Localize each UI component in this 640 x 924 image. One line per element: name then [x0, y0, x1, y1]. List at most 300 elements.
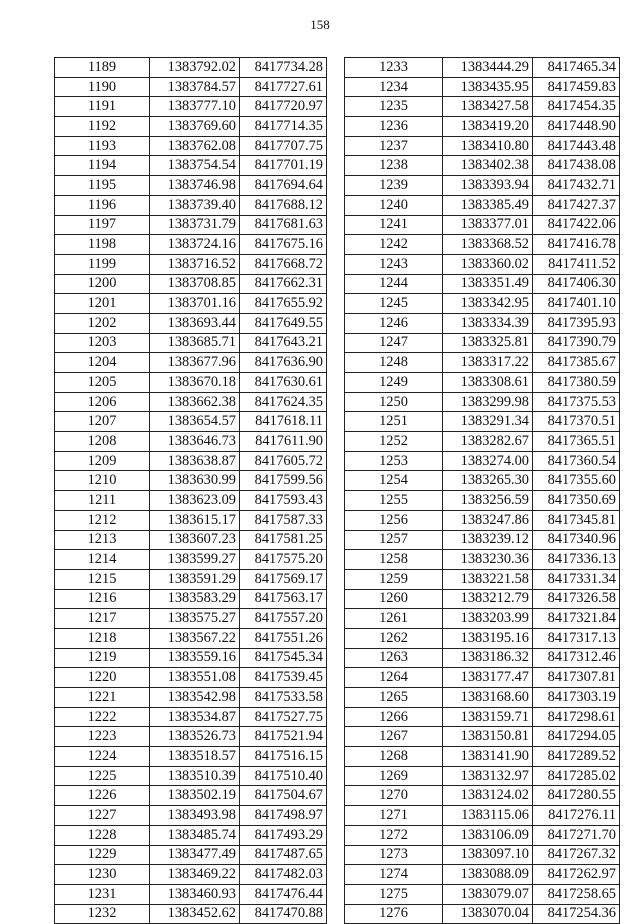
point-number-cell: 1271 [345, 806, 443, 826]
point-number-cell: 1190 [55, 77, 150, 97]
x-coordinate-cell: 1383724.16 [150, 235, 240, 255]
table-row [55, 58, 327, 78]
x-coordinate-cell: 1383460.93 [150, 884, 240, 904]
coordinate-table-left [54, 57, 327, 924]
table-row [345, 77, 620, 97]
y-coordinate-cell: 8417258.65 [533, 884, 620, 904]
y-coordinate-cell: 8417636.90 [240, 353, 327, 373]
y-coordinate-cell: 8417498.97 [240, 806, 327, 826]
x-coordinate-cell: 1383402.38 [443, 156, 533, 176]
point-number-cell: 1221 [55, 688, 150, 708]
point-number-cell: 1242 [345, 235, 443, 255]
table-row [345, 884, 620, 904]
point-number-cell: 1191 [55, 97, 150, 117]
point-number-cell: 1189 [55, 58, 150, 78]
x-coordinate-cell: 1383351.49 [443, 274, 533, 294]
x-coordinate-cell: 1383203.99 [443, 609, 533, 629]
x-coordinate-cell: 1383599.27 [150, 550, 240, 570]
table-row [55, 373, 327, 393]
point-number-cell: 1263 [345, 648, 443, 668]
x-coordinate-cell: 1383638.87 [150, 451, 240, 471]
y-coordinate-cell: 8417465.34 [533, 58, 620, 78]
point-number-cell: 1231 [55, 884, 150, 904]
y-coordinate-cell: 8417688.12 [240, 195, 327, 215]
table-row [345, 235, 620, 255]
x-coordinate-cell: 1383754.54 [150, 156, 240, 176]
x-coordinate-cell: 1383239.12 [443, 530, 533, 550]
table-row [345, 589, 620, 609]
y-coordinate-cell: 8417298.61 [533, 707, 620, 727]
x-coordinate-cell: 1383670.18 [150, 373, 240, 393]
table-row [345, 392, 620, 412]
x-coordinate-cell: 1383377.01 [443, 215, 533, 235]
x-coordinate-cell: 1383106.09 [443, 825, 533, 845]
y-coordinate-cell: 8417317.13 [533, 628, 620, 648]
y-coordinate-cell: 8417321.84 [533, 609, 620, 629]
point-number-cell: 1226 [55, 786, 150, 806]
point-number-cell: 1275 [345, 884, 443, 904]
table-row [55, 136, 327, 156]
x-coordinate-cell: 1383792.02 [150, 58, 240, 78]
x-coordinate-cell: 1383784.57 [150, 77, 240, 97]
x-coordinate-cell: 1383325.81 [443, 333, 533, 353]
point-number-cell: 1251 [345, 412, 443, 432]
x-coordinate-cell: 1383274.00 [443, 451, 533, 471]
point-number-cell: 1250 [345, 392, 443, 412]
point-number-cell: 1213 [55, 530, 150, 550]
x-coordinate-cell: 1383485.74 [150, 825, 240, 845]
x-coordinate-cell: 1383646.73 [150, 432, 240, 452]
table-row [55, 313, 327, 333]
point-number-cell: 1228 [55, 825, 150, 845]
x-coordinate-cell: 1383623.09 [150, 491, 240, 511]
x-coordinate-cell: 1383265.30 [443, 471, 533, 491]
point-number-cell: 1249 [345, 373, 443, 393]
table-row [345, 550, 620, 570]
y-coordinate-cell: 8417438.08 [533, 156, 620, 176]
y-coordinate-cell: 8417618.11 [240, 412, 327, 432]
point-number-cell: 1257 [345, 530, 443, 550]
table-row [55, 688, 327, 708]
x-coordinate-cell: 1383150.81 [443, 727, 533, 747]
point-number-cell: 1255 [345, 491, 443, 511]
x-coordinate-cell: 1383693.44 [150, 313, 240, 333]
x-coordinate-cell: 1383186.32 [443, 648, 533, 668]
point-number-cell: 1223 [55, 727, 150, 747]
point-number-cell: 1274 [345, 865, 443, 885]
y-coordinate-cell: 8417380.59 [533, 373, 620, 393]
y-coordinate-cell: 8417720.97 [240, 97, 327, 117]
y-coordinate-cell: 8417714.35 [240, 117, 327, 137]
x-coordinate-cell: 1383427.58 [443, 97, 533, 117]
y-coordinate-cell: 8417599.56 [240, 471, 327, 491]
x-coordinate-cell: 1383291.34 [443, 412, 533, 432]
page-number: 158 [310, 17, 330, 32]
point-number-cell: 1220 [55, 668, 150, 688]
table-row [345, 412, 620, 432]
point-number-cell: 1252 [345, 432, 443, 452]
table-row [55, 274, 327, 294]
y-coordinate-cell: 8417370.51 [533, 412, 620, 432]
point-number-cell: 1244 [345, 274, 443, 294]
y-coordinate-cell: 8417336.13 [533, 550, 620, 570]
point-number-cell: 1219 [55, 648, 150, 668]
y-coordinate-cell: 8417422.06 [533, 215, 620, 235]
table-row [345, 569, 620, 589]
x-coordinate-cell: 1383591.29 [150, 569, 240, 589]
x-coordinate-cell: 1383088.09 [443, 865, 533, 885]
y-coordinate-cell: 8417416.78 [533, 235, 620, 255]
point-number-cell: 1217 [55, 609, 150, 629]
y-coordinate-cell: 8417360.54 [533, 451, 620, 471]
y-coordinate-cell: 8417365.51 [533, 432, 620, 452]
point-number-cell: 1260 [345, 589, 443, 609]
x-coordinate-cell: 1383342.95 [443, 294, 533, 314]
y-coordinate-cell: 8417294.05 [533, 727, 620, 747]
x-coordinate-cell: 1383708.85 [150, 274, 240, 294]
y-coordinate-cell: 8417285.02 [533, 766, 620, 786]
table-row [345, 786, 620, 806]
x-coordinate-cell: 1383221.58 [443, 569, 533, 589]
y-coordinate-cell: 8417605.72 [240, 451, 327, 471]
table-row [55, 254, 327, 274]
point-number-cell: 1272 [345, 825, 443, 845]
table-row [345, 530, 620, 550]
table-row [55, 491, 327, 511]
x-coordinate-cell: 1383559.16 [150, 648, 240, 668]
y-coordinate-cell: 8417312.46 [533, 648, 620, 668]
x-coordinate-cell: 1383746.98 [150, 176, 240, 196]
table-row [345, 136, 620, 156]
table-row [345, 156, 620, 176]
x-coordinate-cell: 1383493.98 [150, 806, 240, 826]
y-coordinate-cell: 8417655.92 [240, 294, 327, 314]
y-coordinate-cell: 8417649.55 [240, 313, 327, 333]
point-number-cell: 1210 [55, 471, 150, 491]
x-coordinate-cell: 1383195.16 [443, 628, 533, 648]
y-coordinate-cell: 8417271.70 [533, 825, 620, 845]
point-number-cell: 1241 [345, 215, 443, 235]
x-coordinate-cell: 1383739.40 [150, 195, 240, 215]
point-number-cell: 1207 [55, 412, 150, 432]
table-row [345, 747, 620, 767]
y-coordinate-cell: 8417390.79 [533, 333, 620, 353]
point-number-cell: 1235 [345, 97, 443, 117]
y-coordinate-cell: 8417587.33 [240, 510, 327, 530]
table-row [345, 294, 620, 314]
point-number-cell: 1212 [55, 510, 150, 530]
table-row [55, 727, 327, 747]
y-coordinate-cell: 8417395.93 [533, 313, 620, 333]
point-number-cell: 1273 [345, 845, 443, 865]
table-row [55, 215, 327, 235]
table-row [345, 432, 620, 452]
x-coordinate-cell: 1383526.73 [150, 727, 240, 747]
x-coordinate-cell: 1383607.23 [150, 530, 240, 550]
y-coordinate-cell: 8417289.52 [533, 747, 620, 767]
x-coordinate-cell: 1383360.02 [443, 254, 533, 274]
y-coordinate-cell: 8417557.20 [240, 609, 327, 629]
x-coordinate-cell: 1383731.79 [150, 215, 240, 235]
point-number-cell: 1232 [55, 904, 150, 924]
y-coordinate-cell: 8417521.94 [240, 727, 327, 747]
y-coordinate-cell: 8417276.11 [533, 806, 620, 826]
x-coordinate-cell: 1383419.20 [443, 117, 533, 137]
table-row [55, 707, 327, 727]
y-coordinate-cell: 8417551.26 [240, 628, 327, 648]
x-coordinate-cell: 1383654.57 [150, 412, 240, 432]
point-number-cell: 1264 [345, 668, 443, 688]
point-number-cell: 1270 [345, 786, 443, 806]
point-number-cell: 1247 [345, 333, 443, 353]
y-coordinate-cell: 8417510.40 [240, 766, 327, 786]
y-coordinate-cell: 8417482.03 [240, 865, 327, 885]
table-row [345, 97, 620, 117]
x-coordinate-cell: 1383159.71 [443, 707, 533, 727]
y-coordinate-cell: 8417331.34 [533, 569, 620, 589]
point-number-cell: 1248 [345, 353, 443, 373]
table-row [55, 510, 327, 530]
table-row [345, 215, 620, 235]
y-coordinate-cell: 8417516.15 [240, 747, 327, 767]
table-row [55, 392, 327, 412]
x-coordinate-cell: 1383477.49 [150, 845, 240, 865]
point-number-cell: 1230 [55, 865, 150, 885]
point-number-cell: 1269 [345, 766, 443, 786]
table-row [345, 491, 620, 511]
point-number-cell: 1202 [55, 313, 150, 333]
point-number-cell: 1266 [345, 707, 443, 727]
y-coordinate-cell: 8417476.44 [240, 884, 327, 904]
y-coordinate-cell: 8417267.32 [533, 845, 620, 865]
y-coordinate-cell: 8417411.52 [533, 254, 620, 274]
table-row [345, 254, 620, 274]
table-row [55, 766, 327, 786]
x-coordinate-cell: 1383410.80 [443, 136, 533, 156]
table-row [345, 904, 620, 924]
x-coordinate-cell: 1383469.22 [150, 865, 240, 885]
table-row [345, 176, 620, 196]
y-coordinate-cell: 8417303.19 [533, 688, 620, 708]
y-coordinate-cell: 8417539.45 [240, 668, 327, 688]
y-coordinate-cell: 8417262.97 [533, 865, 620, 885]
y-coordinate-cell: 8417307.81 [533, 668, 620, 688]
y-coordinate-cell: 8417701.19 [240, 156, 327, 176]
x-coordinate-cell: 1383079.07 [443, 884, 533, 904]
table-row [345, 806, 620, 826]
point-number-cell: 1216 [55, 589, 150, 609]
point-number-cell: 1234 [345, 77, 443, 97]
point-number-cell: 1196 [55, 195, 150, 215]
point-number-cell: 1262 [345, 628, 443, 648]
table-row [345, 688, 620, 708]
x-coordinate-cell: 1383299.98 [443, 392, 533, 412]
table-row [55, 825, 327, 845]
table-row [55, 432, 327, 452]
y-coordinate-cell: 8417707.75 [240, 136, 327, 156]
point-number-cell: 1236 [345, 117, 443, 137]
y-coordinate-cell: 8417694.64 [240, 176, 327, 196]
table-row [55, 471, 327, 491]
point-number-cell: 1276 [345, 904, 443, 924]
point-number-cell: 1208 [55, 432, 150, 452]
table-row [345, 471, 620, 491]
y-coordinate-cell: 8417459.83 [533, 77, 620, 97]
x-coordinate-cell: 1383716.52 [150, 254, 240, 274]
table-row [345, 333, 620, 353]
point-number-cell: 1193 [55, 136, 150, 156]
table-row [55, 353, 327, 373]
y-coordinate-cell: 8417401.10 [533, 294, 620, 314]
table-row [345, 727, 620, 747]
point-number-cell: 1240 [345, 195, 443, 215]
point-number-cell: 1258 [345, 550, 443, 570]
x-coordinate-cell: 1383551.08 [150, 668, 240, 688]
table-row [55, 747, 327, 767]
y-coordinate-cell: 8417662.31 [240, 274, 327, 294]
x-coordinate-cell: 1383070.04 [443, 904, 533, 924]
point-number-cell: 1246 [345, 313, 443, 333]
y-coordinate-cell: 8417443.48 [533, 136, 620, 156]
table-row [55, 117, 327, 137]
table-row [345, 845, 620, 865]
table-row [345, 373, 620, 393]
point-number-cell: 1218 [55, 628, 150, 648]
table-row [345, 628, 620, 648]
point-number-cell: 1201 [55, 294, 150, 314]
point-number-cell: 1215 [55, 569, 150, 589]
point-number-cell: 1197 [55, 215, 150, 235]
point-number-cell: 1268 [345, 747, 443, 767]
table-row [55, 884, 327, 904]
table-row [55, 77, 327, 97]
x-coordinate-cell: 1383393.94 [443, 176, 533, 196]
y-coordinate-cell: 8417643.21 [240, 333, 327, 353]
x-coordinate-cell: 1383630.99 [150, 471, 240, 491]
y-coordinate-cell: 8417734.28 [240, 58, 327, 78]
y-coordinate-cell: 8417727.61 [240, 77, 327, 97]
y-coordinate-cell: 8417355.60 [533, 471, 620, 491]
x-coordinate-cell: 1383177.47 [443, 668, 533, 688]
table-row [55, 865, 327, 885]
point-number-cell: 1225 [55, 766, 150, 786]
table-row [55, 569, 327, 589]
table-row [55, 235, 327, 255]
x-coordinate-cell: 1383685.71 [150, 333, 240, 353]
x-coordinate-cell: 1383385.49 [443, 195, 533, 215]
y-coordinate-cell: 8417668.72 [240, 254, 327, 274]
table-row [345, 313, 620, 333]
point-number-cell: 1206 [55, 392, 150, 412]
x-coordinate-cell: 1383615.17 [150, 510, 240, 530]
table-row [345, 274, 620, 294]
y-coordinate-cell: 8417375.53 [533, 392, 620, 412]
point-number-cell: 1198 [55, 235, 150, 255]
x-coordinate-cell: 1383534.87 [150, 707, 240, 727]
x-coordinate-cell: 1383583.29 [150, 589, 240, 609]
y-coordinate-cell: 8417448.90 [533, 117, 620, 137]
table-row [55, 412, 327, 432]
table-row [55, 156, 327, 176]
y-coordinate-cell: 8417385.67 [533, 353, 620, 373]
point-number-cell: 1209 [55, 451, 150, 471]
table-row [55, 195, 327, 215]
x-coordinate-cell: 1383769.60 [150, 117, 240, 137]
table-row [55, 648, 327, 668]
x-coordinate-cell: 1383230.36 [443, 550, 533, 570]
point-number-cell: 1243 [345, 254, 443, 274]
table-row [55, 176, 327, 196]
x-coordinate-cell: 1383575.27 [150, 609, 240, 629]
y-coordinate-cell: 8417487.65 [240, 845, 327, 865]
y-coordinate-cell: 8417569.17 [240, 569, 327, 589]
point-number-cell: 1254 [345, 471, 443, 491]
y-coordinate-cell: 8417563.17 [240, 589, 327, 609]
table-row [345, 58, 620, 78]
point-number-cell: 1199 [55, 254, 150, 274]
table-row [55, 904, 327, 924]
point-number-cell: 1204 [55, 353, 150, 373]
x-coordinate-cell: 1383452.62 [150, 904, 240, 924]
table-row [345, 353, 620, 373]
x-coordinate-cell: 1383662.38 [150, 392, 240, 412]
table-row [55, 668, 327, 688]
point-number-cell: 1245 [345, 294, 443, 314]
y-coordinate-cell: 8417681.63 [240, 215, 327, 235]
x-coordinate-cell: 1383368.52 [443, 235, 533, 255]
y-coordinate-cell: 8417350.69 [533, 491, 620, 511]
point-number-cell: 1237 [345, 136, 443, 156]
table-row [345, 668, 620, 688]
table-row [345, 195, 620, 215]
x-coordinate-cell: 1383212.79 [443, 589, 533, 609]
point-number-cell: 1203 [55, 333, 150, 353]
y-coordinate-cell: 8417340.96 [533, 530, 620, 550]
table-row [345, 707, 620, 727]
x-coordinate-cell: 1383141.90 [443, 747, 533, 767]
point-number-cell: 1205 [55, 373, 150, 393]
table-row [345, 865, 620, 885]
x-coordinate-cell: 1383518.57 [150, 747, 240, 767]
y-coordinate-cell: 8417326.58 [533, 589, 620, 609]
y-coordinate-cell: 8417345.81 [533, 510, 620, 530]
table-row [345, 766, 620, 786]
y-coordinate-cell: 8417630.61 [240, 373, 327, 393]
x-coordinate-cell: 1383308.61 [443, 373, 533, 393]
x-coordinate-cell: 1383701.16 [150, 294, 240, 314]
x-coordinate-cell: 1383282.67 [443, 432, 533, 452]
table-row [345, 451, 620, 471]
y-coordinate-cell: 8417493.29 [240, 825, 327, 845]
point-number-cell: 1229 [55, 845, 150, 865]
table-row [55, 806, 327, 826]
point-number-cell: 1256 [345, 510, 443, 530]
x-coordinate-cell: 1383097.10 [443, 845, 533, 865]
x-coordinate-cell: 1383168.60 [443, 688, 533, 708]
table-row [55, 97, 327, 117]
y-coordinate-cell: 8417593.43 [240, 491, 327, 511]
point-number-cell: 1253 [345, 451, 443, 471]
point-number-cell: 1261 [345, 609, 443, 629]
x-coordinate-cell: 1383256.59 [443, 491, 533, 511]
point-number-cell: 1265 [345, 688, 443, 708]
point-number-cell: 1224 [55, 747, 150, 767]
y-coordinate-cell: 8417527.75 [240, 707, 327, 727]
y-coordinate-cell: 8417280.55 [533, 786, 620, 806]
y-coordinate-cell: 8417675.16 [240, 235, 327, 255]
y-coordinate-cell: 8417432.71 [533, 176, 620, 196]
y-coordinate-cell: 8417611.90 [240, 432, 327, 452]
